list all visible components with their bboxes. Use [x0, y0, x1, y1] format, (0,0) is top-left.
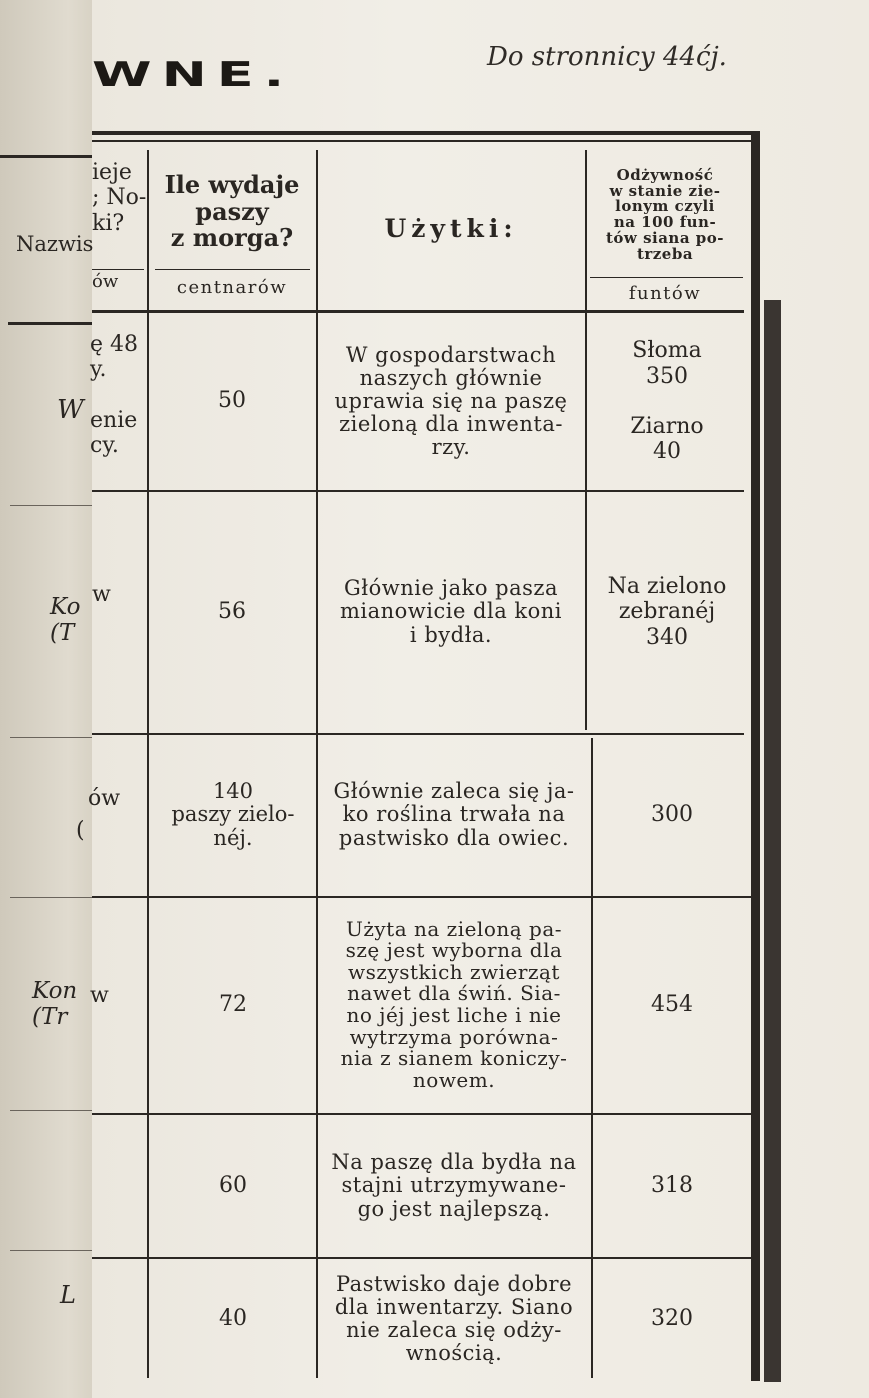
row-4-nutrition: 454: [651, 991, 693, 1017]
page-reference: Do stronnicy 44ćj.: [487, 42, 727, 72]
page-heading-fragment: WNE.: [92, 54, 295, 94]
row-2-usage: Głównie jako pasza mianowicie dla koni i bydła.: [339, 576, 563, 647]
row-2-name-fragment: Ko (T: [50, 594, 81, 647]
row-2-left-fragment: w: [92, 582, 111, 607]
row-3-nutrition: 300: [651, 801, 693, 827]
row-3-name-fragment: (: [76, 818, 85, 843]
row-5-usage: Na paszę dla bydła na stajni utrzymywane- go jest najlepszą.: [331, 1150, 577, 1221]
row-6-nutrition: 320: [651, 1305, 693, 1331]
row-5-yield: 60: [219, 1172, 247, 1198]
row-1-usage: W gospodarstwach naszych głównie uprawia się na paszę zieloną dla inwenta- rzy.: [334, 342, 568, 460]
row-6-usage: Pastwisko daje dobre dla inwentarzy. Siano nie zaleca się odży- wnością.: [334, 1271, 574, 1366]
row-2-nutrition: Na zielono zebranéj 340: [607, 574, 727, 650]
nutrition-header: Odżywność w stanie zie- lonym czyli na 100 fun- tów siana po- trzeba: [606, 165, 724, 263]
row-1-left-fragment: ę 48 y. enie cy.: [90, 332, 139, 459]
nutrition-unit: funtów: [628, 283, 702, 305]
left-partial-header: ieje ; No- ki?: [92, 160, 147, 236]
row-2-yield: 56: [218, 598, 246, 624]
yield-header: Ile wydaje paszy z morga?: [164, 170, 300, 253]
usage-header: Użytki:: [384, 214, 518, 244]
row-3-usage: Głównie zaleca się ja- ko roślina trwała na pastwisko dla owiec.: [333, 779, 575, 850]
row-4-left-fragment: w: [90, 983, 109, 1008]
row-3-left-fragment: ów: [88, 786, 121, 811]
row-6-name-fragment: L: [60, 1281, 76, 1309]
row-4-usage: Użyta na zieloną pa- szę jest wyborna dla wszystkich zwierząt nawet dla świń. Sia- no jéj jest liche i nie wytrzyma porówna- nia z sianem koniczy- nowem.: [340, 916, 568, 1092]
row-4-yield: 72: [219, 991, 247, 1017]
row-1-nutrition: Słoma 350 Ziarno 40: [630, 338, 704, 465]
left-unit-partial: ów: [92, 271, 119, 292]
row-3-yield: 140 paszy zielo- néj.: [171, 779, 295, 850]
folded-left-page: [0, 0, 100, 1398]
nazwiska-partial-header: Nazwis: [16, 232, 94, 256]
row-1-name-fragment: W: [57, 395, 84, 425]
row-5-nutrition: 318: [651, 1172, 693, 1198]
yield-unit: centnarów: [176, 277, 288, 299]
row-6-yield: 40: [219, 1305, 247, 1331]
row-4-name-fragment: Kon (Tr: [32, 978, 78, 1031]
row-1-yield: 50: [218, 388, 246, 414]
